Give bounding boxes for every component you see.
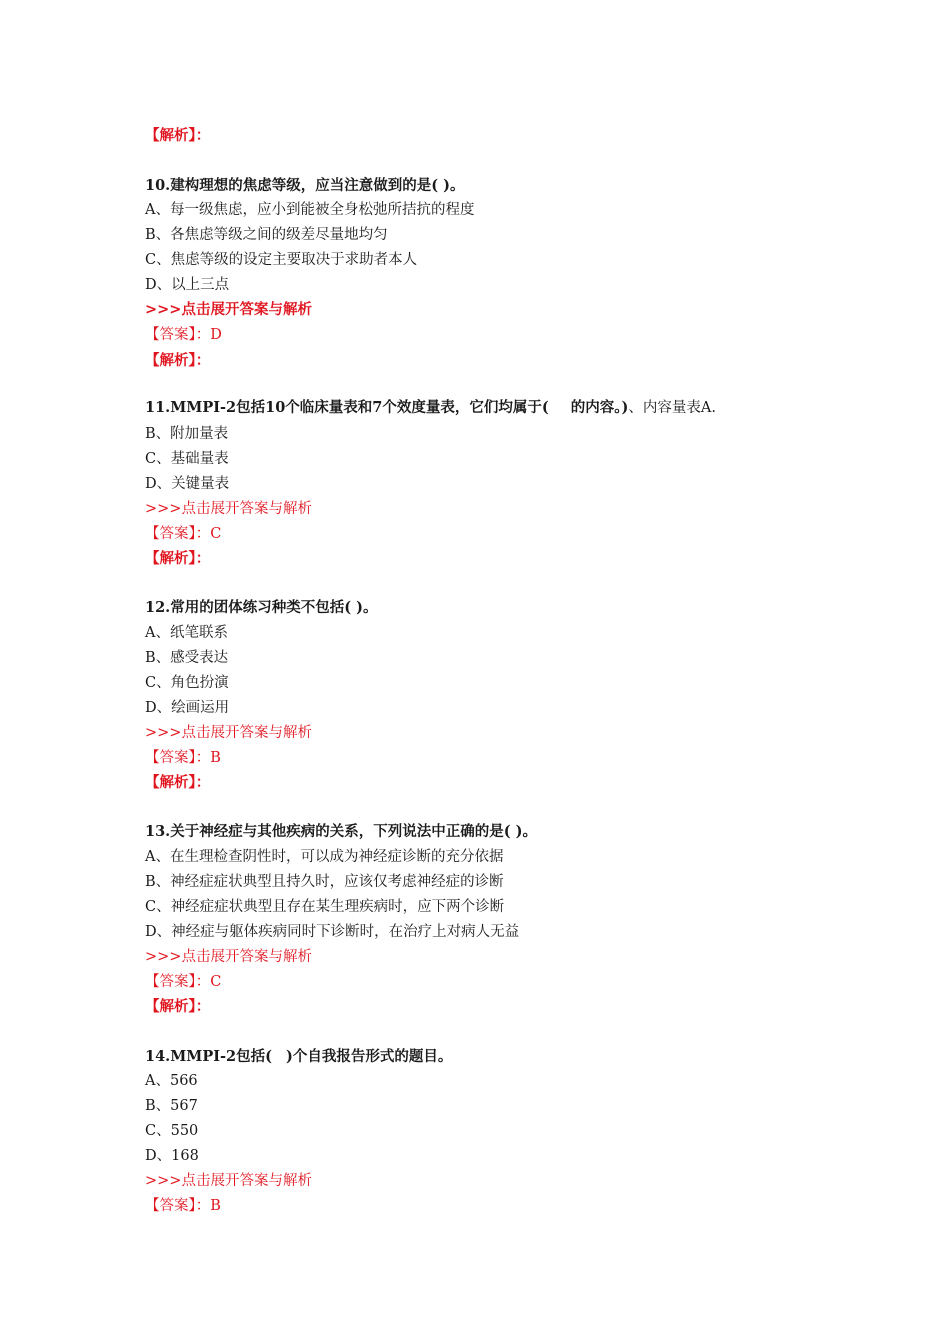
q12-option-c: C、角色扮演 xyxy=(145,675,229,691)
q11-expand-link[interactable]: >>>点击展开答案与解析 xyxy=(145,501,312,517)
q14-expand-link[interactable]: >>>点击展开答案与解析 xyxy=(145,1173,312,1189)
analysis-label: 【解析】： xyxy=(145,127,211,144)
q11-answer: 【答案】：C xyxy=(145,526,222,542)
q10-answer: 【答案】：D xyxy=(145,327,222,343)
q10-analysis: 【解析】： xyxy=(145,352,211,369)
q11-option-b: B、附加量表 xyxy=(145,426,229,442)
q13-option-b: B、神经症症状典型且持久时，应该仅考虑神经症的诊断 xyxy=(145,874,504,890)
q11-analysis: 【解析】： xyxy=(145,550,211,567)
q14-option-d: D、168 xyxy=(145,1148,199,1164)
q12-answer: 【答案】：B xyxy=(145,750,221,766)
q10-option-a: A、每一级焦虑，应小到能被全身松弛所拮抗的程度 xyxy=(145,202,475,218)
q13-analysis: 【解析】： xyxy=(145,998,211,1015)
q12-option-d: D、绘画运用 xyxy=(145,700,230,716)
q12-option-a: A、纸笔联系 xyxy=(145,625,228,641)
q13-option-d: D、神经症与躯体疾病同时下诊断时，在治疗上对病人无益 xyxy=(145,924,520,940)
q14-option-b: B、567 xyxy=(145,1098,198,1114)
question-10-stem: 10.建构理想的焦虑等级，应当注意做到的是( )。 xyxy=(145,177,465,194)
question-12-stem: 12.常用的团体练习种类不包括( )。 xyxy=(145,599,378,616)
q10-option-d: D、以上三点 xyxy=(145,277,230,293)
q10-option-b: B、各焦虑等级之间的级差尽量地均匀 xyxy=(145,227,388,243)
q13-expand-link[interactable]: >>>点击展开答案与解析 xyxy=(145,949,312,965)
q13-option-a: A、在生理检查阴性时，可以成为神经症诊断的充分依据 xyxy=(145,849,504,865)
question-11-stem: 11.MMPI-2包括10个临床量表和7个效度量表，它们均属于( 的内容。)、内容量表A. xyxy=(145,399,716,416)
q11-option-c: C、基础量表 xyxy=(145,451,229,467)
q14-answer: 【答案】：B xyxy=(145,1198,221,1214)
q12-expand-link[interactable]: >>>点击展开答案与解析 xyxy=(145,725,312,741)
question-13-stem: 13.关于神经症与其他疾病的关系，下列说法中正确的是( )。 xyxy=(145,823,537,840)
q13-option-c: C、神经症症状典型且存在某生理疾病时，应下两个诊断 xyxy=(145,899,505,915)
q14-option-c: C、550 xyxy=(145,1123,199,1139)
q11-option-d: D、关键量表 xyxy=(145,476,230,492)
q14-option-a: A、566 xyxy=(145,1073,198,1089)
q12-option-b: B、感受表达 xyxy=(145,650,229,666)
question-14-stem: 14.MMPI-2包括( )个自我报告形式的题目。 xyxy=(145,1048,453,1065)
q10-expand-link[interactable]: >>>点击展开答案与解析 xyxy=(145,301,312,318)
q13-answer: 【答案】：C xyxy=(145,974,222,990)
q10-option-c: C、焦虑等级的设定主要取决于求助者本人 xyxy=(145,252,418,268)
q12-analysis: 【解析】： xyxy=(145,774,211,791)
